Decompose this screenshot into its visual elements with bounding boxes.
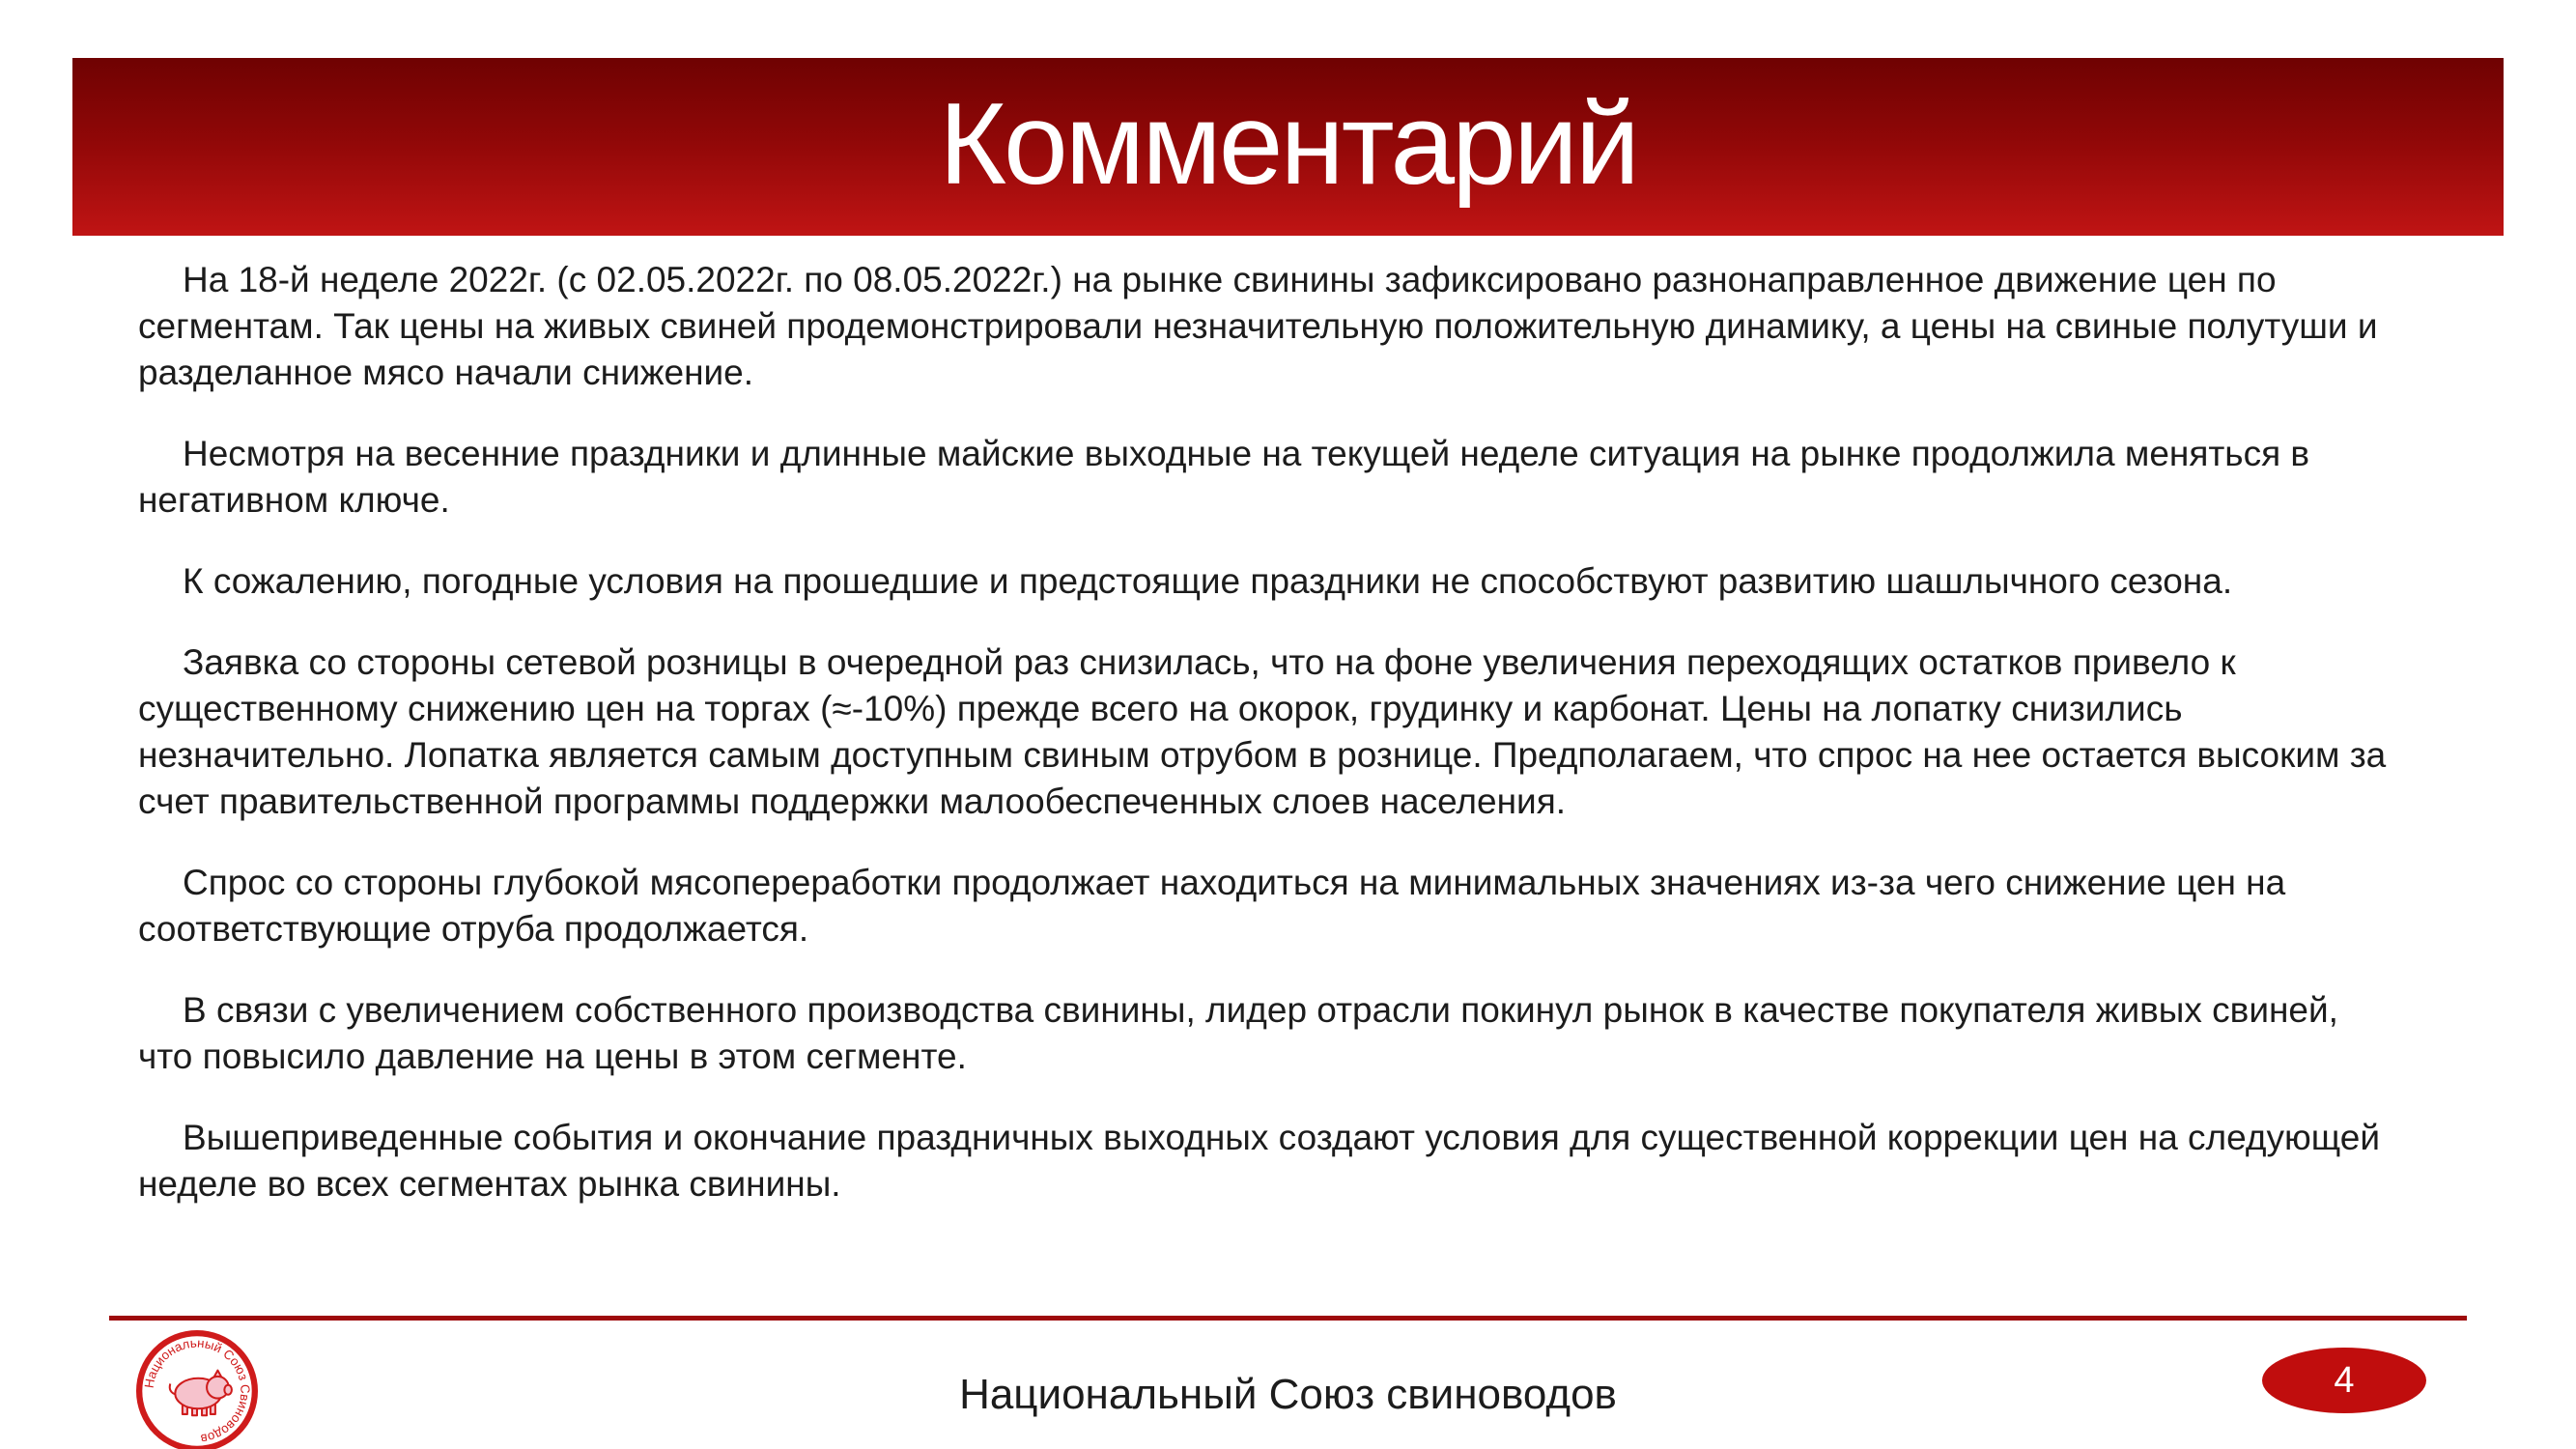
- commentary-text-block: [138, 257, 2398, 1242]
- commentary-paragraph-2: Несмотря на весенние праздники и длинные майские выходные на текущей неделе ситуация на рынке продолжила меняться в негативном ключе.: [138, 434, 2310, 520]
- slide-title: Комментарий: [939, 79, 1637, 209]
- title-banner: [72, 58, 2504, 236]
- footer-divider: [109, 1316, 2467, 1321]
- page-number: 4: [2334, 1359, 2355, 1401]
- commentary-paragraph-1: На 18-й неделе 2022г. (с 02.05.2022г. по 08.05.2022г.) на рынке свинины зафиксировано разнонаправленное движение цен по сегментам. Так цены на живых свиней продемонстрировали незначительную положительную динамику, а цены на свиные полутуши и разделанное мясо начали снижение.: [138, 260, 2378, 392]
- commentary-paragraph-3: К сожалению, погодные условия на прошедшие и предстоящие праздники не способствуют развитию шашлычного сезона.: [183, 561, 2233, 601]
- commentary-paragraph-7: Вышеприведенные события и окончание праздничных выходных создают условия для существенной коррекции цен на следующей неделе во всех сегментах рынка свинины.: [138, 1118, 2381, 1204]
- commentary-paragraph-4: Заявка со стороны сетевой розницы в очередной раз снизилась, что на фоне увеличения переходящих остатков привело к существенному снижению цен на торгах (≈-10%) прежде всего на окорок, грудинку и карбонат. Цены на лопатку снизились незначительно. Лопатка является самым доступным свиным отрубом в рознице. Предполагаем, что спрос на нее остается высоким за счет правительственной программы поддержки малообеспеченных слоев населения.: [138, 642, 2387, 821]
- commentary-paragraph-5: Спрос со стороны глубокой мясопереработки продолжает находиться на минимальных значениях из-за чего снижение цен на соответствующие отруба продолжается.: [138, 863, 2286, 949]
- page-number-badge: [2262, 1348, 2426, 1413]
- commentary-paragraph-6: В связи с увеличением собственного производства свинины, лидер отрасли покинул рынок в качестве покупателя живых свиней, что повысило давление на цены в этом сегменте.: [138, 990, 2338, 1076]
- footer-org-name: Национальный Союз свиноводов: [959, 1371, 1617, 1418]
- logo-ring-text: Национальный Союз Свиноводов: [141, 1335, 253, 1447]
